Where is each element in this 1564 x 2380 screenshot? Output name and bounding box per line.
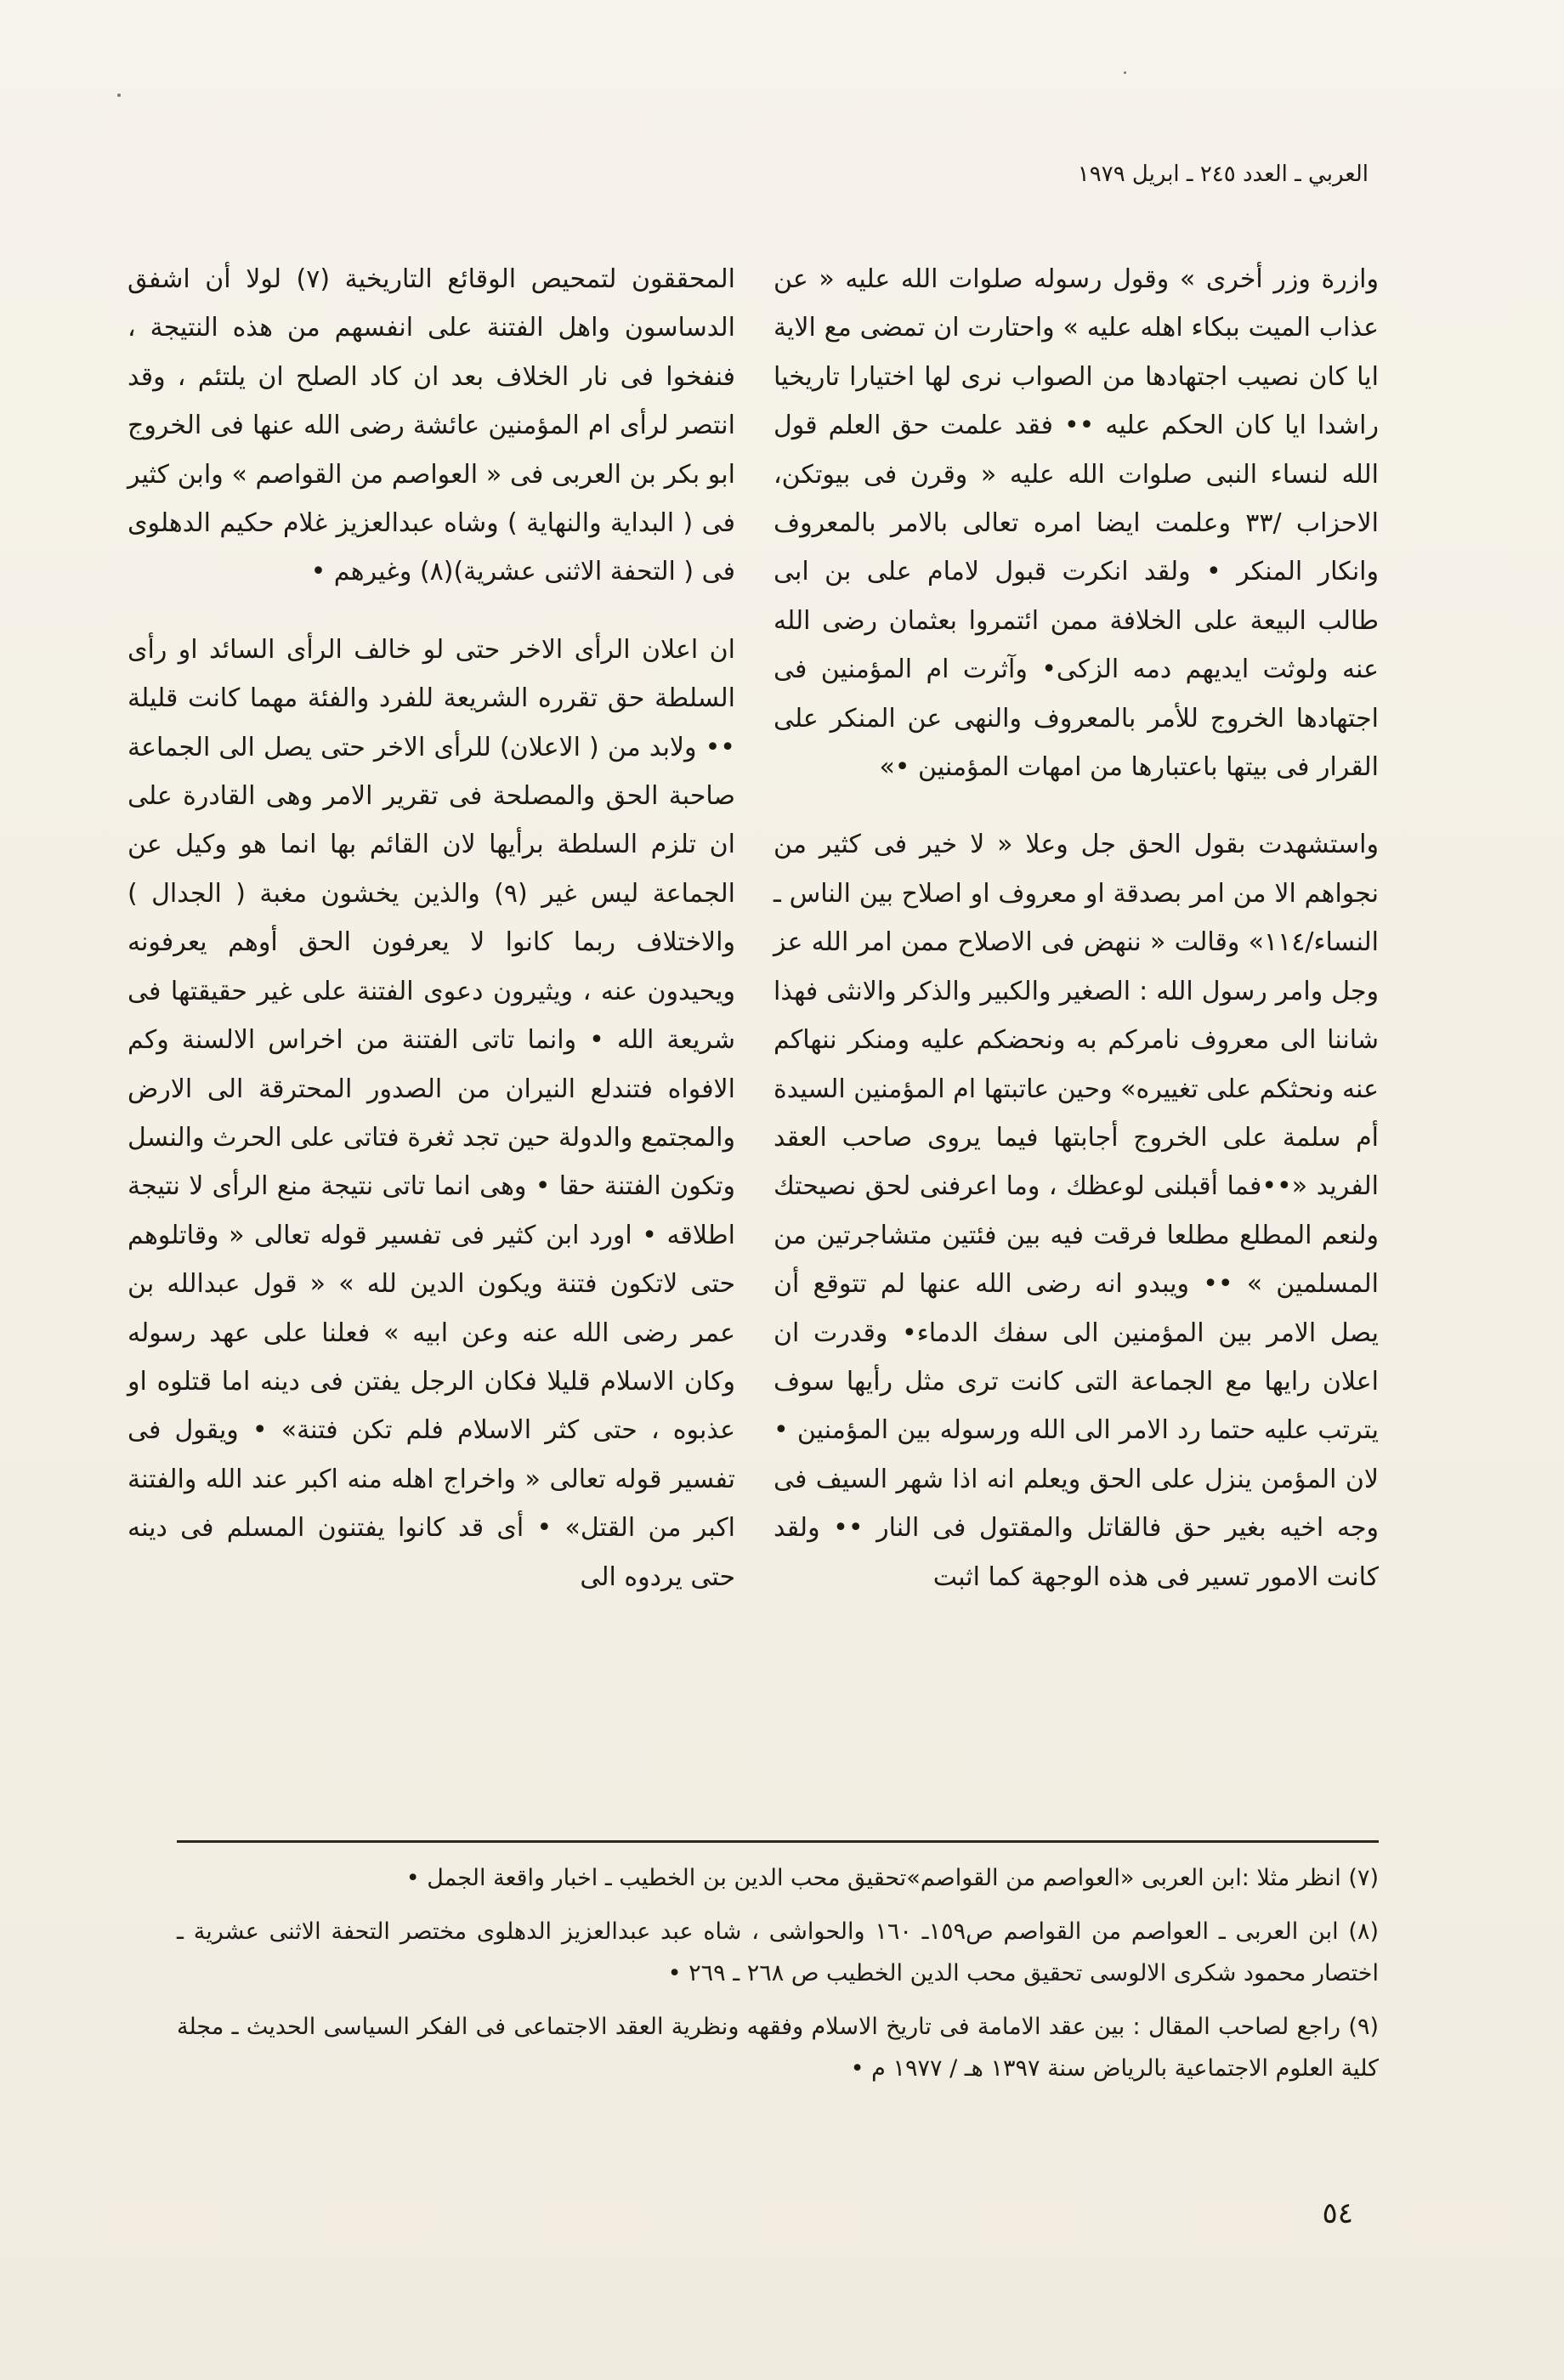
paragraph: ان اعلان الرأى الاخر حتى لو خالف الرأى السائد او رأى السلطة حق تقرره الشريعة للفرد والفئة مهما كانت قليلة •• ولابد من ( الاعلان) للرأى الاخر حتى يصل الى الجماعة صاحبة الحق والمصلحة فى تقرير الامر وهى القادرة على ان تلزم السلطة برأيها لان القائم بها انما هو وكيل عن الجماعة ليس غير (٩) والذين يخشون مغبة ( الجدال ) والاختلاف ربما كانوا لا يعرفون الحق أوهم يعرفونه ويحيدون عنه ، ويثيرون دعوى الفتنة على غير حقيقتها فى شريعة الله • وانما تاتى الفتنة من اخراس الالسنة وكم الافواه فتندلع النيران من الصدور المحترقة الى الارض والمجتمع والدولة حين تجد ثغرة فتاتى على الحرث والنسل وتكون الفتنة حقا • وهى انما تاتى نتيجة منع الرأى لا نتيجة اطلاقه • اورد ابن كثير فى تفسير قوله تعالى « وقاتلوهم حتى لاتكون فتنة ويكون الدين لله » « قول عبدالله بن عمر رضى الله عنه وعن ابيه » فعلنا على عهد رسوله وكان الاسلام قليلا فكان الرجل يفتن فى دينه اما قتلوه او عذبوه ، حتى كثر الاسلام فلم تكن فتنة» • ويقول فى تفسير قوله تعالى « واخراج اهله منه اكبر عند الله والفتنة اكبر من القتل» • أى قد كانوا يفتنون المسلم فى دينه حتى يردوه الى <box>128 634 735 1592</box>
footnote: (٩) راجع لصاحب المقال : بين عقد الامامة فى تاريخ الاسلام وفقهه ونظرية العقد الاجتماعى فى الفكر السياسى الحديث ـ مجلة كلية العلوم الاجتماعية بالرياض سنة ١٣٩٧ هـ / ١٩٧٧ م • <box>177 2014 1379 2082</box>
text-column-left <box>128 255 735 1601</box>
footnote: (٨) ابن العربى ـ العواصم من القواصم ص١٥٩ـ ١٦٠ والحواشى ، شاه عبد عبدالعزيز الدهلوى مختصر التحفة الاثنى عشرية ـ اختصار محمود شكرى الالوسى تحقيق محب الدين الخطيب ص ٢٦٨ ـ ٢٦٩ • <box>177 1918 1379 1986</box>
footnote-divider <box>177 1840 1379 1843</box>
paragraph: المحققون لتمحيص الوقائع التاريخية (٧) لولا أن اشفق الدساسون واهل الفتنة على انفسهم من هذه النتيجة ، فنفخوا فى نار الخلاف بعد ان كاد الصلح ان يلتئم ، وقد انتصر لرأى ام المؤمنين عائشة رضى الله عنها فى الخروج ابو بكر بن العربى فى « العواصم من القواصم » وابن كثير فى ( البداية والنهاية ) وشاه عبدالعزيز غلام حكيم الدهلوى فى ( التحفة الاثنى عشرية)(٨) وغيرهم • <box>128 264 736 587</box>
paper-speck <box>117 94 121 97</box>
page-number: ٥٤ <box>1322 2196 1353 2230</box>
paragraph: وازرة وزر أخرى » وقول رسوله صلوات الله عليه « عن عذاب الميت ببكاء اهله عليه » واحتارت ان تمضى مع الاية ايا كان نصيب اجتهادها من الصواب نرى لها اختيارا تاريخيا راشدا ايا كان الحكم عليه •• فقد علمت حق العلم قول الله لنساء النبى صلوات الله عليه « وقرن فى بيوتكن، الاحزاب /٣٣ وعلمت ايضا امره تعالى بالامر بالمعروف وانكار المنكر • ولقد انكرت قبول لامام على بن ابى طالب البيعة على الخلافة ممن ائتمروا بعثمان رضى الله عنه ولوثت ايديهم دمه الزكى• وآثرت ام المؤمنين فى اجتهادها الخروج للأمر بالمعروف والنهى عن المنكر على القرار فى بيتها باعتبارها من امهات المؤمنين •» <box>774 264 1379 783</box>
footnotes <box>177 1857 1379 2101</box>
running-header: العربي ـ العدد ٢٤٥ ـ ابريل ١٩٧٩ <box>1077 162 1368 187</box>
text-column-right <box>774 255 1379 1601</box>
paragraph: واستشهدت بقول الحق جل وعلا « لا خير فى كثير من نجواهم الا من امر بصدقة او معروف او اصلاح بين الناس ـ النساء/١١٤» وقالت « ننهض فى الاصلاح ممن امر الله عز وجل وامر رسول الله : الصغير والكبير والذكر والانثى فهذا شاننا الى معروف نامركم به ونحضكم عليه ومنكر ننهاكم عنه ونحثكم على تغييره» وحين عاتبتها ام المؤمنين السيدة أم سلمة على الخروج أجابتها فيما يروى صاحب العقد الفريد «••فما أقبلنى لوعظك ، وما اعرفنى لحق نصيحتك ولنعم المطلع مطلعا فرقت فيه بين فئتين متشاجرتين من المسلمين » •• ويبدو انه رضى الله عنها لم تتوقع أن يصل الامر بين المؤمنين الى سفك الدماء• وقدرت ان اعلان رايها مع الجماعة التى كانت ترى مثل رأيها سوف يترتب عليه حتما رد الامر الى الله ورسوله بين المؤمنين • لان المؤمن ينزل على الحق ويعلم انه اذا شهر السيف فى وجه اخيه بغير حق فالقاتل والمقتول فى النار •• ولقد كانت الامور تسير فى هذه الوجهة كما اثبت <box>774 830 1379 1592</box>
paper-speck <box>1124 71 1126 74</box>
footnote: (٧) انظر مثلا :ابن العربى «العواصم من القواصم»تحقيق محب الدين بن الخطيب ـ اخبار واقعة الجمل • <box>405 1865 1379 1891</box>
